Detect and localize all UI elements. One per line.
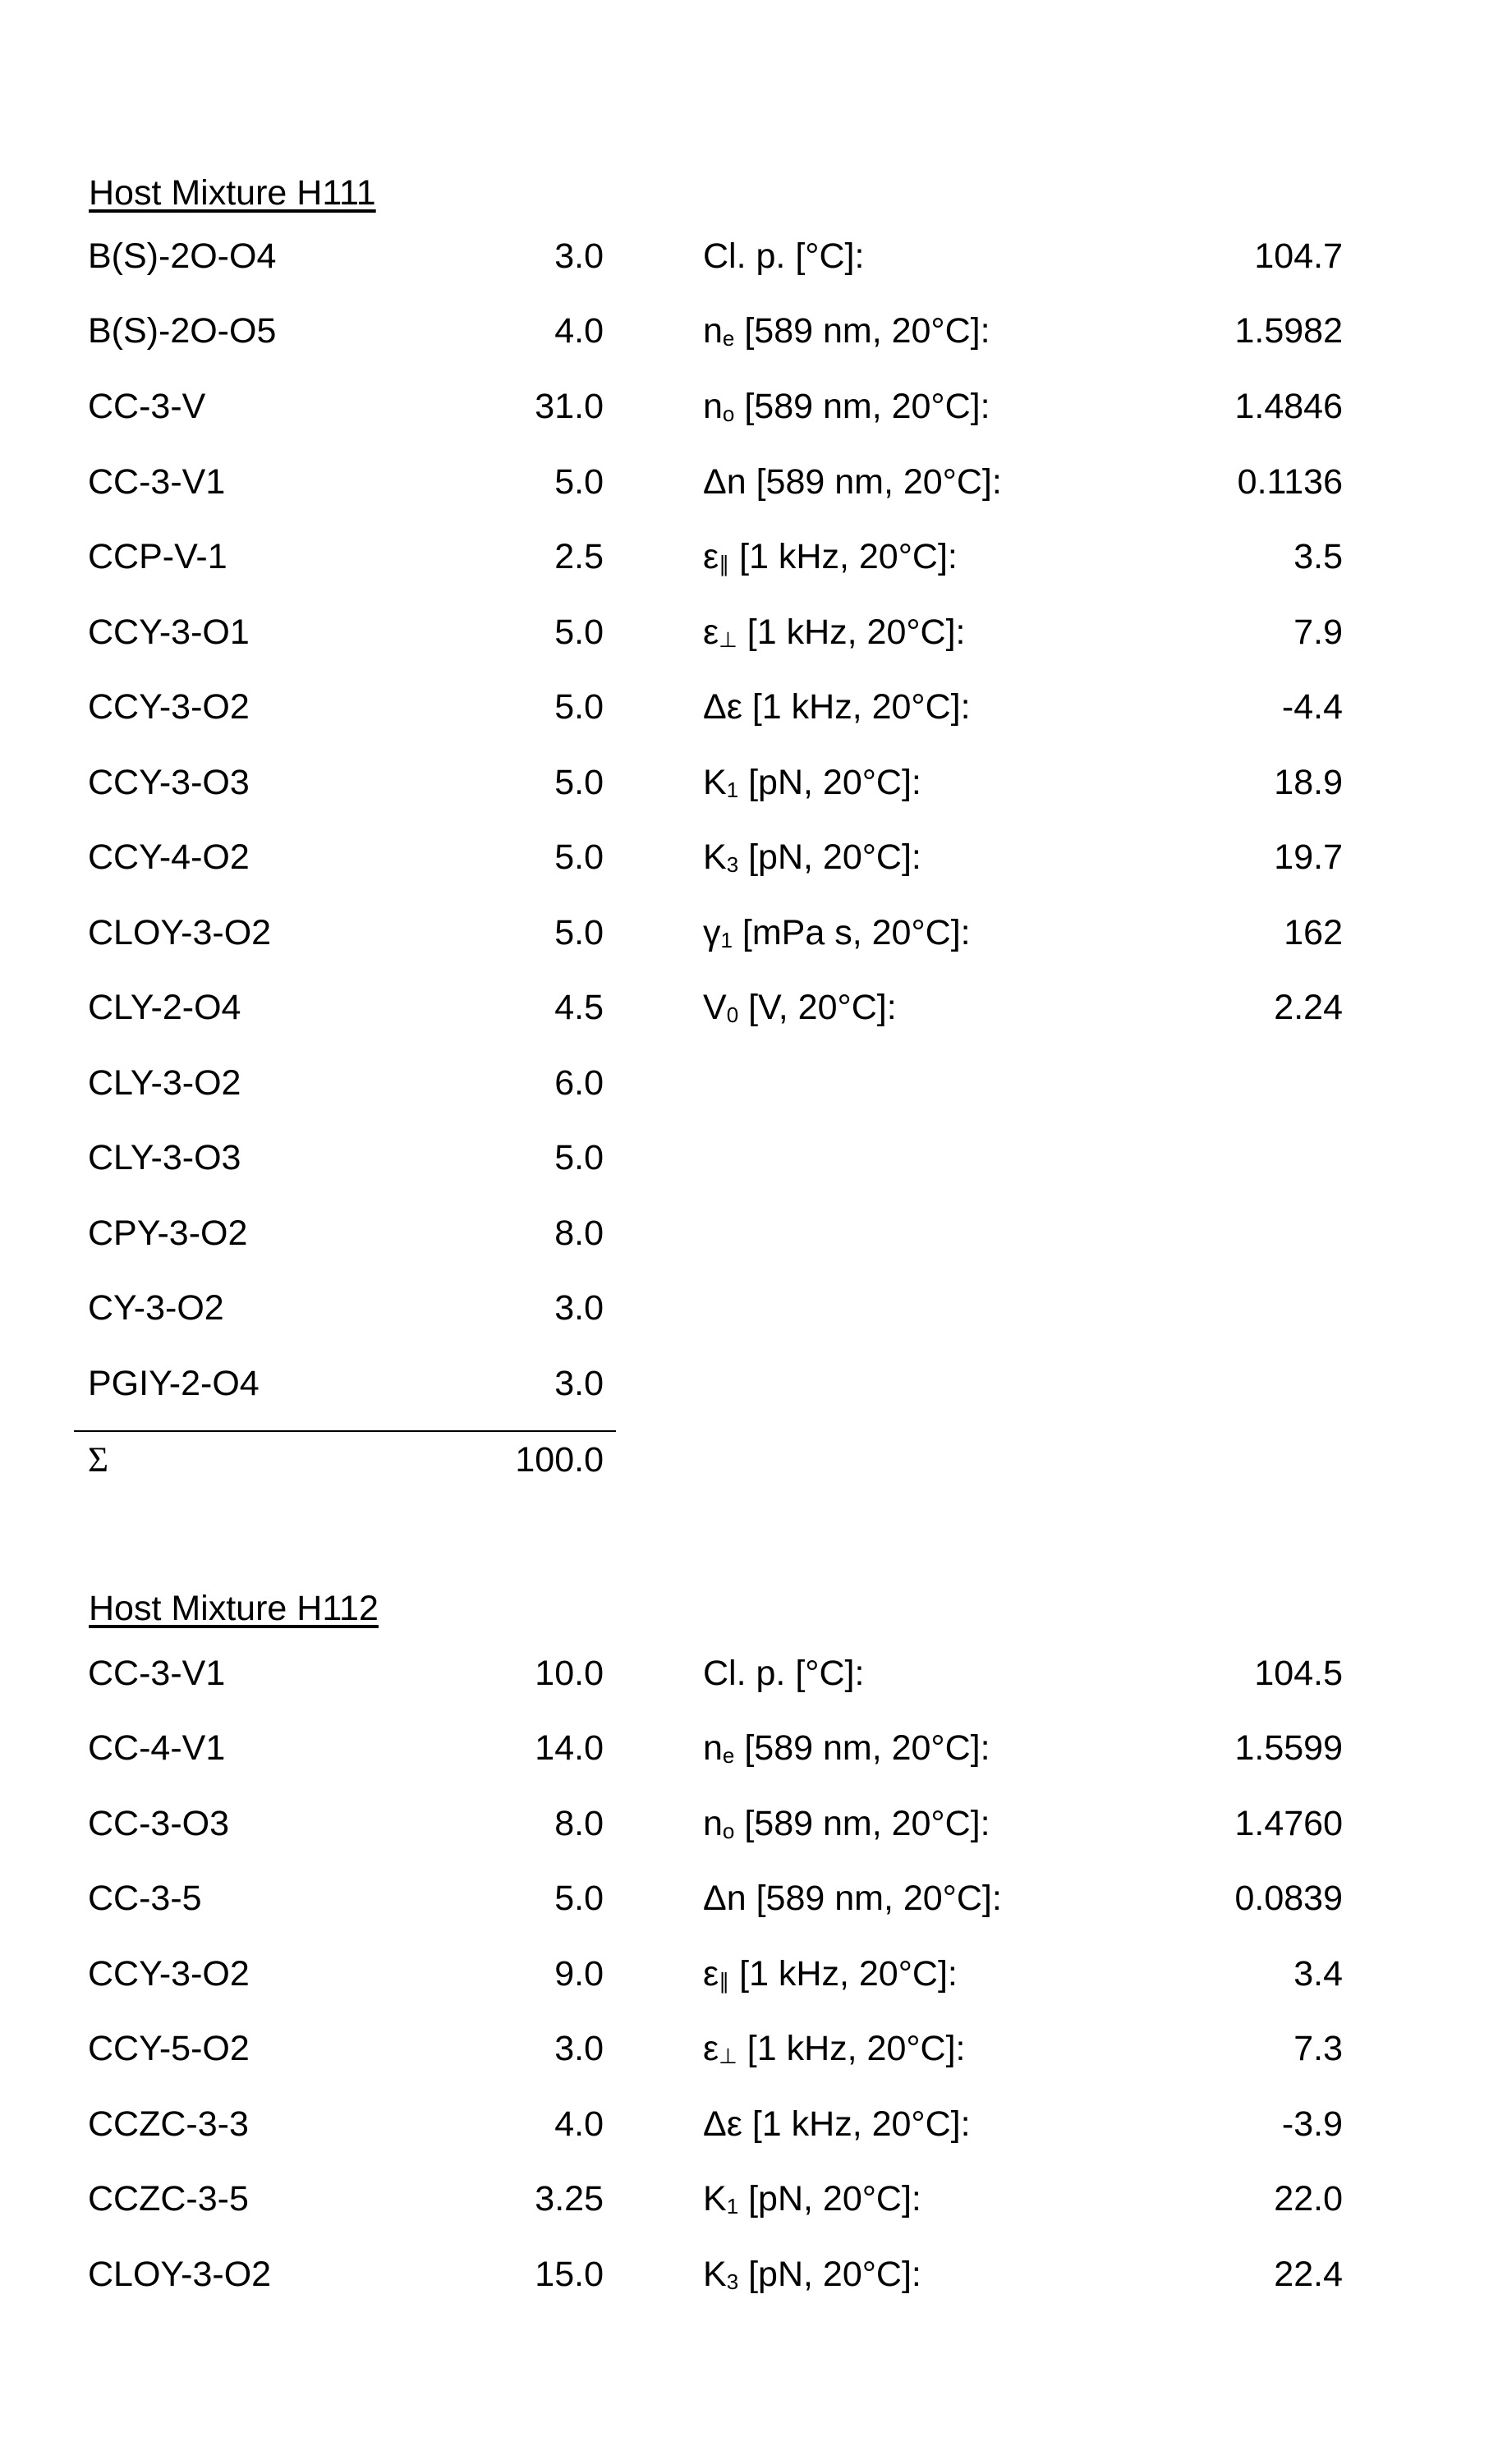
property-value: 0.1136 (1237, 462, 1343, 502)
property-condition: [1 kHz, 20°C]: (729, 1954, 958, 1994)
property-value: -4.4 (1281, 687, 1343, 727)
component-value: 4.0 (554, 2104, 604, 2144)
component-value: 5.0 (554, 1879, 604, 1918)
mixture-title: Host Mixture H111 (89, 173, 376, 213)
property-symbol: γ (703, 913, 721, 952)
component-name: CCZC-3-3 (88, 2104, 249, 2144)
property-value: -3.9 (1281, 2104, 1343, 2144)
component-value: 5.0 (554, 613, 604, 652)
component-value: 8.0 (554, 1214, 604, 1253)
property-name (703, 2031, 966, 2067)
property-value: 3.5 (1293, 537, 1343, 576)
table-row (0, 2257, 1507, 2298)
property-subscript: e (722, 1743, 735, 1768)
table-row (0, 539, 1507, 580)
component-name: CCY-3-O3 (88, 763, 250, 802)
property-value: 0.0839 (1234, 1879, 1343, 1918)
component-name: CLY-3-O2 (88, 1063, 241, 1103)
property-symbol: K (703, 837, 727, 877)
component-value: 8.0 (554, 1804, 604, 1843)
property-name (703, 1954, 958, 1994)
component-value: 10.0 (535, 1654, 604, 1693)
component-value: 31.0 (535, 387, 604, 426)
component-name: CLY-3-O3 (88, 1138, 241, 1177)
component-name: CLY-2-O4 (88, 988, 241, 1027)
table-row (0, 2104, 1507, 2148)
table-row (0, 389, 1507, 430)
sum-row (0, 1440, 1507, 1484)
component-value: 3.25 (535, 2179, 604, 2219)
component-value: 5.0 (554, 763, 604, 802)
property-symbol: Δn (703, 1879, 747, 1918)
property-subscript: ⊥ (719, 627, 737, 652)
component-name: CLOY-3-O2 (88, 913, 272, 952)
property-symbol: Δε (703, 2104, 742, 2144)
property-value: 19.7 (1274, 837, 1343, 877)
component-value: 5.0 (554, 837, 604, 877)
property-subscript: 3 (726, 2269, 739, 2294)
property-condition: [pN, 20°C]: (738, 2179, 921, 2219)
component-value: 4.0 (554, 311, 604, 351)
property-condition: [1 kHz, 20°C]: (742, 2104, 971, 2144)
property-symbol: K (703, 763, 727, 802)
property-value: 104.5 (1254, 1654, 1343, 1693)
property-name (703, 837, 921, 877)
component-value: 14.0 (535, 1728, 604, 1768)
property-symbol: n (703, 1804, 723, 1843)
property-symbol: n (703, 311, 723, 351)
property-subscript: o (722, 1819, 735, 1843)
table-row (0, 687, 1507, 731)
property-condition: [pN, 20°C]: (738, 837, 921, 877)
property-subscript: 1 (726, 778, 739, 802)
component-value: 4.5 (554, 988, 604, 1027)
component-name: CCY-3-O2 (88, 687, 250, 727)
property-name (703, 389, 990, 424)
component-name: CC-3-V1 (88, 1654, 226, 1693)
property-name (703, 2104, 971, 2144)
property-condition: [1 kHz, 20°C]: (737, 613, 966, 652)
property-name (703, 462, 1002, 502)
property-condition: [pN, 20°C]: (738, 763, 921, 802)
property-subscript: ∥ (719, 552, 730, 576)
property-name (703, 615, 966, 650)
component-value: 3.0 (554, 236, 604, 276)
mixture-title: Host Mixture H112 (89, 1589, 379, 1628)
sum-divider (74, 1430, 616, 1432)
component-name: CC-4-V1 (88, 1728, 226, 1768)
table-row (0, 1806, 1507, 1847)
property-condition: [589 nm, 20°C]: (734, 1728, 990, 1768)
component-name: CC-3-V1 (88, 462, 226, 502)
table-row (0, 1140, 1507, 1182)
table-row (0, 1881, 1507, 1922)
property-condition: [V, 20°C]: (738, 988, 897, 1027)
property-name (703, 765, 921, 801)
property-condition: [589 nm, 20°C]: (734, 387, 990, 426)
property-value: 1.5982 (1234, 311, 1343, 351)
property-name (703, 1881, 1002, 1916)
component-name: CLOY-3-O2 (88, 2255, 272, 2294)
property-symbol: Δε (703, 687, 742, 727)
component-name: CPY-3-O2 (88, 1214, 248, 1253)
property-value: 104.7 (1254, 236, 1343, 276)
property-value: 1.4760 (1234, 1804, 1343, 1843)
component-value: 5.0 (554, 913, 604, 952)
table-row (0, 615, 1507, 656)
component-value: 6.0 (554, 1063, 604, 1103)
property-symbol: Cl. p. (703, 1654, 786, 1693)
property-name (703, 311, 990, 351)
table-row (0, 1063, 1507, 1107)
property-symbol: n (703, 387, 723, 426)
component-name: CC-3-V (88, 387, 206, 426)
component-value: 3.0 (554, 1288, 604, 1328)
component-name: CC-3-O3 (88, 1804, 230, 1843)
component-name: CCP-V-1 (88, 537, 227, 576)
table-row (0, 1954, 1507, 1998)
component-name: B(S)-2O-O4 (88, 236, 277, 276)
property-subscript: 0 (726, 1003, 739, 1027)
property-condition: [1 kHz, 20°C]: (742, 687, 971, 727)
component-value: 5.0 (554, 1138, 604, 1177)
component-value: 15.0 (535, 2255, 604, 2294)
property-name (703, 539, 958, 575)
property-subscript: e (722, 326, 735, 351)
sum-value: 100.0 (515, 1440, 604, 1480)
property-condition: [°C]: (785, 1654, 865, 1693)
property-symbol: n (703, 1728, 723, 1768)
component-value: 3.0 (554, 2029, 604, 2068)
table-row (0, 236, 1507, 280)
component-name: PGIY-2-O4 (88, 1364, 260, 1403)
component-value: 9.0 (554, 1954, 604, 1994)
sum-symbol: Σ (88, 1441, 109, 1480)
table-row (0, 462, 1507, 506)
component-name: CCY-3-O1 (88, 613, 250, 652)
property-symbol: Δn (703, 462, 747, 502)
property-condition: [1 kHz, 20°C]: (737, 2029, 966, 2068)
table-row (0, 1216, 1507, 1257)
component-value: 3.0 (554, 1364, 604, 1403)
property-symbol: Cl. p. (703, 236, 786, 276)
table-row (0, 837, 1507, 881)
property-value: 1.4846 (1234, 387, 1343, 426)
property-value: 7.3 (1293, 2029, 1343, 2068)
table-row (0, 1366, 1507, 1407)
property-value: 2.24 (1274, 988, 1343, 1027)
property-value: 22.4 (1274, 2255, 1343, 2294)
property-value: 22.0 (1274, 2179, 1343, 2219)
property-symbol: K (703, 2179, 727, 2219)
component-name: CCZC-3-5 (88, 2179, 249, 2219)
table-row (0, 2031, 1507, 2072)
table-row (0, 1288, 1507, 1332)
property-value: 1.5599 (1234, 1728, 1343, 1768)
component-name: CCY-3-O2 (88, 1954, 250, 1994)
component-value: 2.5 (554, 537, 604, 576)
property-condition: [589 nm, 20°C]: (734, 311, 990, 351)
property-subscript: 1 (726, 2194, 739, 2219)
property-symbol: V (703, 988, 727, 1027)
property-symbol: ε (703, 2029, 719, 2068)
property-subscript: 3 (726, 852, 739, 877)
property-value: 7.9 (1293, 613, 1343, 652)
property-value: 3.4 (1293, 1954, 1343, 1994)
property-condition: [mPa s, 20°C]: (732, 913, 971, 952)
property-name (703, 1656, 864, 1691)
property-name (703, 1728, 990, 1768)
property-condition: [°C]: (785, 236, 865, 276)
property-subscript: o (722, 401, 735, 426)
property-condition: [pN, 20°C]: (738, 2255, 921, 2294)
property-name (703, 915, 971, 951)
table-row (0, 2179, 1507, 2223)
property-condition: [1 kHz, 20°C]: (729, 537, 958, 576)
component-value: 5.0 (554, 687, 604, 727)
table-row (0, 915, 1507, 957)
property-value: 18.9 (1274, 763, 1343, 802)
property-subscript: 1 (720, 928, 733, 952)
property-condition: [589 nm, 20°C]: (746, 462, 1002, 502)
table-row (0, 311, 1507, 355)
component-name: CY-3-O2 (88, 1288, 224, 1328)
property-name (703, 236, 865, 276)
table-row (0, 990, 1507, 1031)
table-row (0, 765, 1507, 806)
property-condition: [589 nm, 20°C]: (734, 1804, 990, 1843)
component-name: CCY-5-O2 (88, 2029, 250, 2068)
component-name: CCY-4-O2 (88, 837, 250, 877)
property-subscript: ∥ (719, 1969, 730, 1994)
property-subscript: ⊥ (719, 2044, 737, 2068)
property-name (703, 2257, 921, 2292)
property-value: 162 (1284, 913, 1343, 952)
table-row (0, 1656, 1507, 1697)
property-condition: [589 nm, 20°C]: (746, 1879, 1002, 1918)
property-name (703, 990, 897, 1026)
property-name (703, 687, 971, 727)
table-row (0, 1728, 1507, 1772)
property-symbol: ε (703, 613, 719, 652)
property-name (703, 2179, 921, 2219)
property-symbol: K (703, 2255, 727, 2294)
property-symbol: ε (703, 1954, 719, 1994)
component-value: 5.0 (554, 462, 604, 502)
component-name: B(S)-2O-O5 (88, 311, 277, 351)
component-name: CC-3-5 (88, 1879, 202, 1918)
property-name (703, 1806, 990, 1842)
property-symbol: ε (703, 537, 719, 576)
